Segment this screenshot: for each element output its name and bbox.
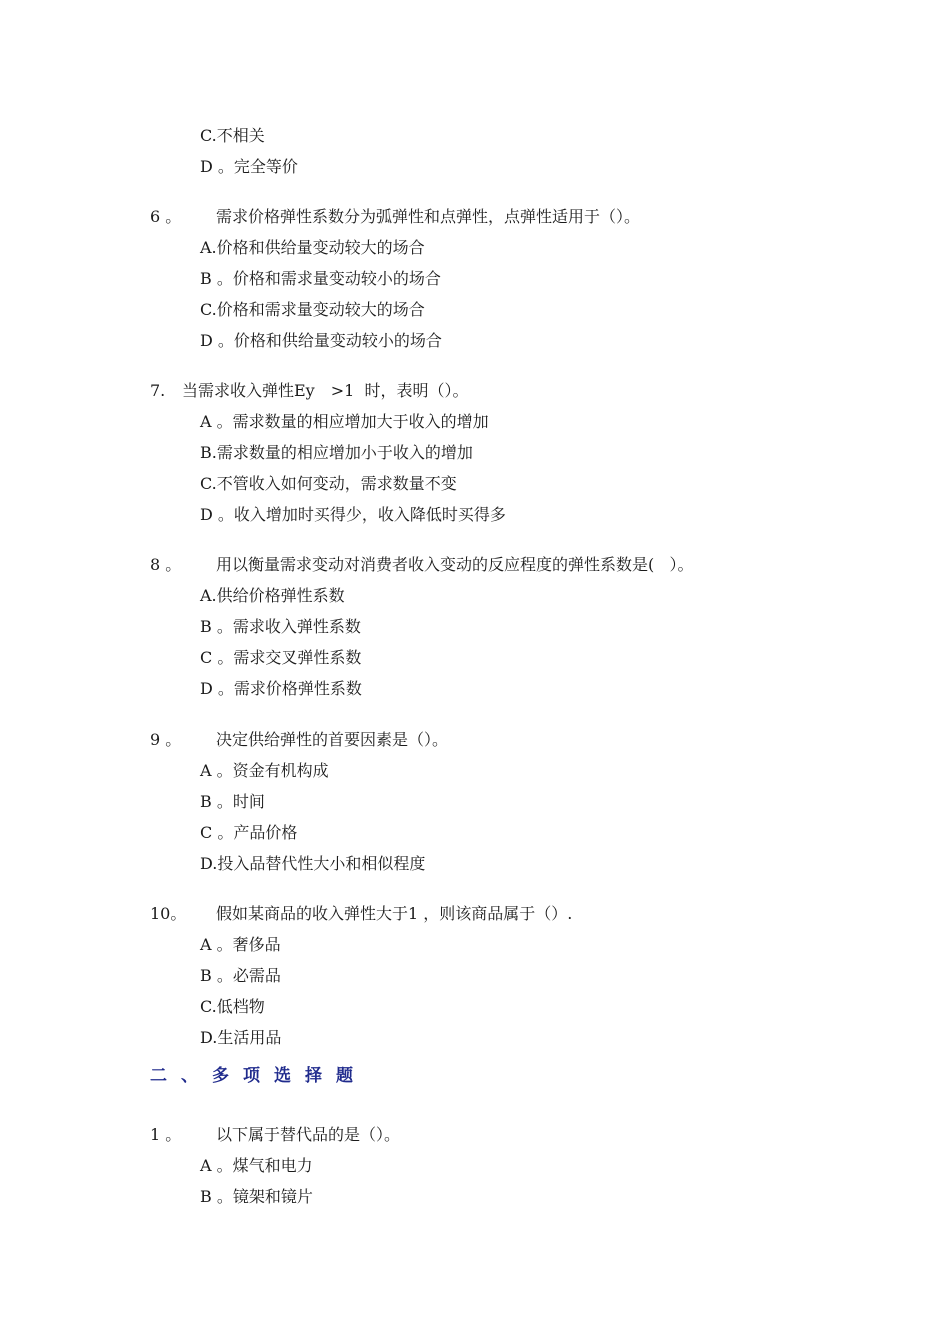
option-b: B 。需求收入弹性系数 [200,617,361,636]
question-stem: 当需求收入弹性Ey >1 时，表明（）。 [182,381,469,400]
option-d: D.投入品替代性大小和相似程度 [200,854,426,873]
question-number: 7. [150,381,166,400]
option-b: B 。必需品 [200,966,281,985]
option-b: B 。价格和需求量变动较小的场合 [200,269,441,288]
option-a: A.价格和供给量变动较大的场合 [200,238,425,257]
option-b: B 。时间 [200,792,265,811]
option-c: C.价格和需求量变动较大的场合 [200,300,425,319]
option-a: A.供给价格弹性系数 [200,586,345,605]
option-a: A 。煤气和电力 [200,1156,313,1175]
option-c: C.不相关 [200,126,265,145]
option-c: C.低档物 [200,997,265,1016]
section-heading: 二、多项选择题 [150,1066,367,1086]
option-d: D.生活用品 [200,1028,282,1047]
question-stem: 决定供给弹性的首要因素是（）。 [216,730,449,749]
option-c: C 。需求交叉弹性系数 [200,648,362,667]
question-stem: 需求价格弹性系数分为弧弹性和点弹性，点弹性适用于（）。 [216,207,641,226]
option-a: A 。资金有机构成 [200,761,329,780]
option-a: A 。奢侈品 [200,935,281,954]
question-number: 10。 [150,904,187,923]
question-number: 1 。 [150,1125,182,1144]
option-d: D 。需求价格弹性系数 [200,679,362,698]
option-b: B 。镜架和镜片 [200,1187,313,1206]
question-stem: 假如某商品的收入弹性大于1 ，则该商品属于（）. [216,904,573,923]
option-c: C 。产品价格 [200,823,298,842]
option-d: D 。完全等价 [200,157,298,176]
question-stem: 用以衡量需求变动对消费者收入变动的反应程度的弹性系数是( ）。 [216,555,694,574]
option-d: D 。价格和供给量变动较小的场合 [200,331,442,350]
question-number: 8 。 [150,555,182,574]
option-b: B.需求数量的相应增加小于收入的增加 [200,443,473,462]
option-d: D 。收入增加时买得少，收入降低时买得多 [200,505,506,524]
question-stem: 以下属于替代品的是（）。 [216,1125,401,1144]
question-number: 9 。 [150,730,182,749]
question-number: 6 。 [150,207,182,226]
option-a: A 。需求数量的相应增加大于收入的增加 [200,412,489,431]
option-c: C.不管收入如何变动，需求数量不变 [200,474,457,493]
